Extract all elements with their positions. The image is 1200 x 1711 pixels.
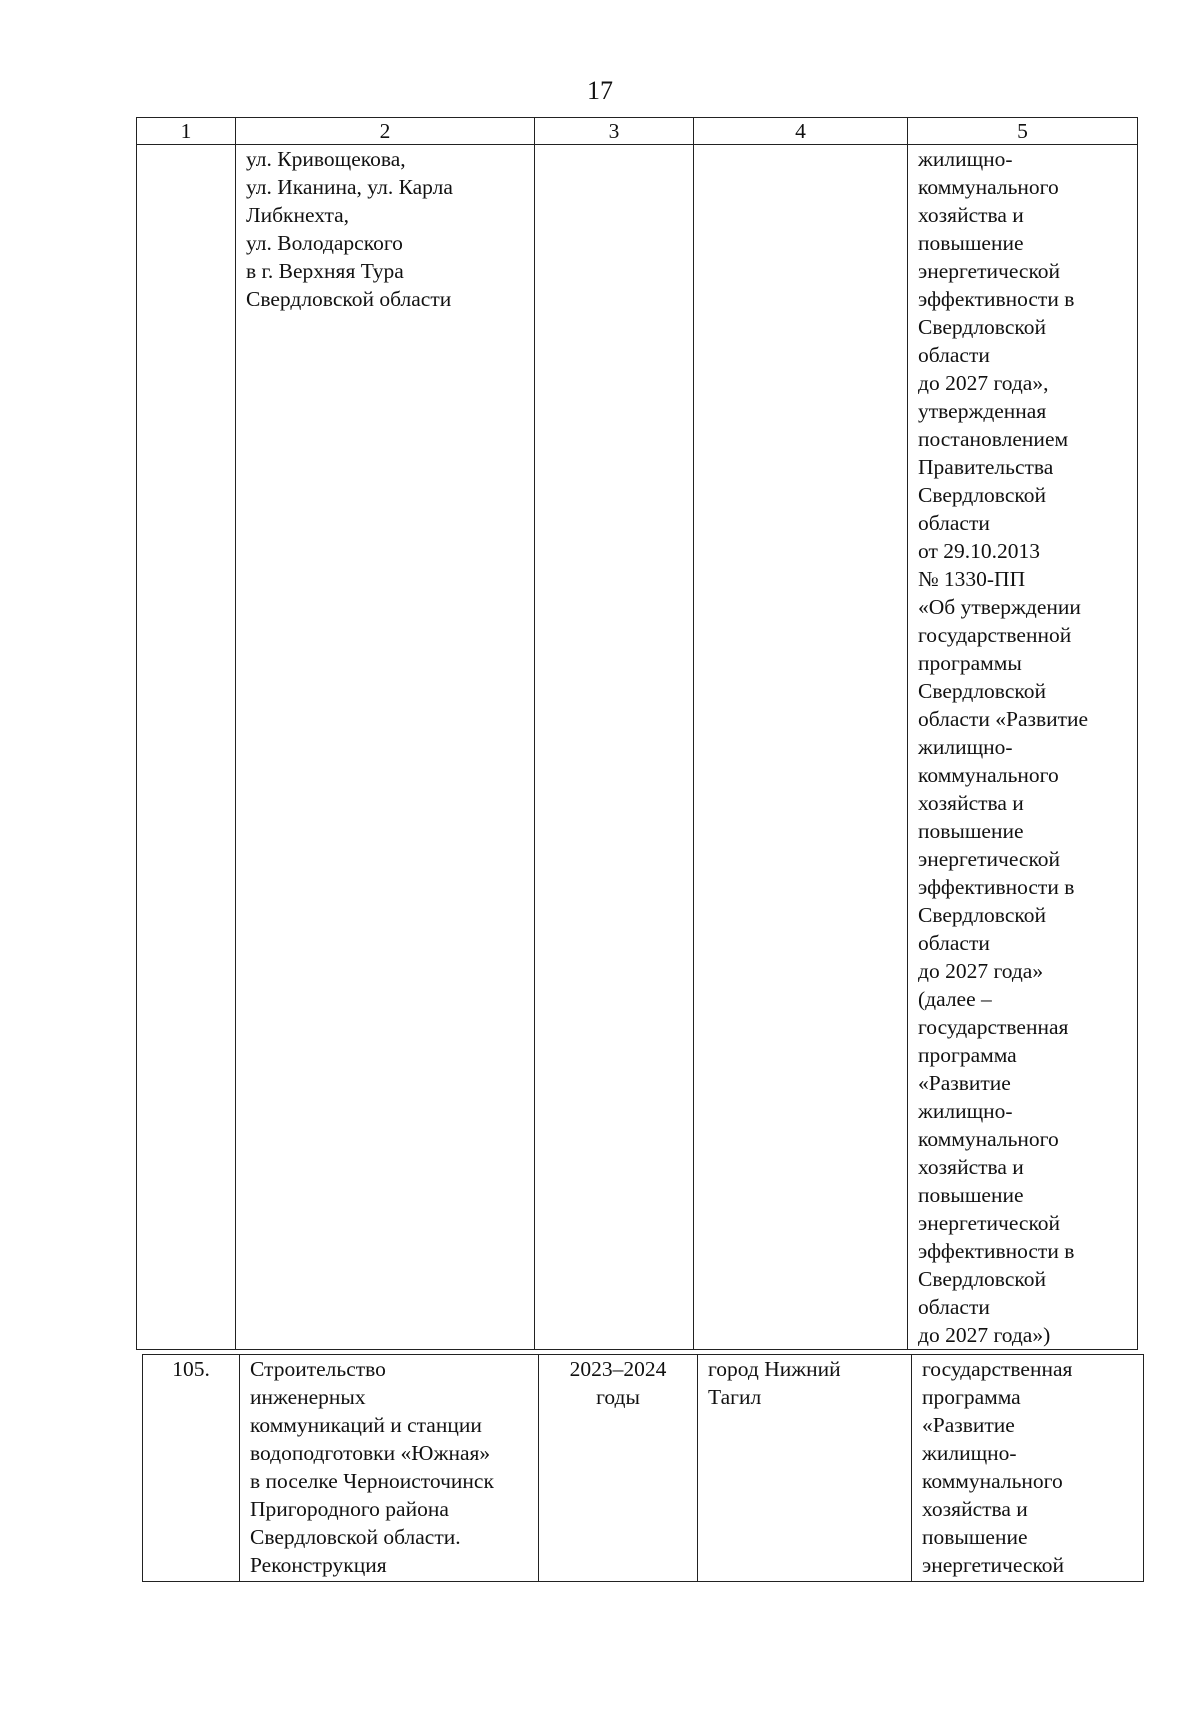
table-row-105 — [143, 1355, 1144, 1582]
text-line: Свердловской области — [246, 287, 452, 311]
text-line: до 2027 года» — [918, 959, 1044, 983]
projects-table — [136, 117, 1138, 1350]
text-line: Правительства — [918, 455, 1054, 479]
cell-program — [908, 145, 1138, 1350]
text-line: государственной — [918, 623, 1072, 647]
text-line: коммунального — [918, 763, 1059, 787]
text-line: ул. Иканина, ул. Карла — [246, 175, 453, 199]
text-line: хозяйства и — [922, 1497, 1028, 1521]
text-line: энергетической — [918, 259, 1061, 283]
text-line: годы — [596, 1385, 640, 1409]
text-line: жилищно- — [918, 1099, 1013, 1123]
column-header-3: 3 — [535, 118, 694, 145]
text-line: до 2027 года») — [918, 1323, 1051, 1347]
text-line: жилищно- — [918, 735, 1013, 759]
text-line: коммунального — [922, 1469, 1063, 1493]
projects-table-row-105 — [142, 1354, 1144, 1582]
text-line: хозяйства и — [918, 1155, 1024, 1179]
cell-municipality — [698, 1355, 912, 1582]
text-line: Свердловской — [918, 679, 1046, 703]
text-line: до 2027 года», — [918, 371, 1049, 395]
column-header-1: 1 — [137, 118, 236, 145]
text-line: Свердловской — [918, 903, 1046, 927]
text-line: Свердловской — [918, 1267, 1046, 1291]
text-line: области — [918, 511, 990, 535]
text-line: эффективности в — [918, 287, 1075, 311]
text-line: ул. Кривощекова, — [246, 147, 406, 171]
text-line: программы — [918, 651, 1022, 675]
text-line: повышение — [922, 1525, 1028, 1549]
text-line: области — [918, 1295, 990, 1319]
text-line: город Нижний — [708, 1357, 841, 1381]
text-line: хозяйства и — [918, 203, 1024, 227]
text-line: Строительство — [250, 1357, 386, 1381]
text-line: программа — [918, 1043, 1017, 1067]
text-line: в поселке Черноисточинск — [250, 1469, 494, 1493]
text-line: Тагил — [708, 1385, 762, 1409]
text-line: «Об утверждении — [918, 595, 1081, 619]
cell-number — [137, 145, 236, 1350]
text-line: жилищно- — [922, 1441, 1017, 1465]
column-header-2: 2 — [236, 118, 535, 145]
text-line: государственная — [922, 1357, 1073, 1381]
text-line: области «Развитие — [918, 707, 1089, 731]
text-line: Реконструкция — [250, 1553, 387, 1577]
text-line: водоподготовки «Южная» — [250, 1441, 491, 1465]
text-line: эффективности в — [918, 1239, 1075, 1263]
text-line: (далее – — [918, 987, 992, 1011]
cell-period — [535, 145, 694, 1350]
text-line: хозяйства и — [918, 791, 1024, 815]
text-line: Пригородного района — [250, 1497, 449, 1521]
text-line: «Развитие — [922, 1413, 1015, 1437]
text-line: коммуникаций и станции — [250, 1413, 482, 1437]
text-line: программа — [922, 1385, 1021, 1409]
text-line: энергетической — [922, 1553, 1065, 1577]
text-line: повышение — [918, 231, 1024, 255]
text-line: Свердловской области. — [250, 1525, 461, 1549]
text-line: 2023–2024 — [569, 1357, 667, 1381]
text-line: энергетической — [918, 1211, 1061, 1235]
text-line: государственная — [918, 1015, 1069, 1039]
text-line: Либкнехта, — [246, 203, 350, 227]
cell-object-name — [240, 1355, 539, 1582]
text-line: повышение — [918, 819, 1024, 843]
text-line: утвержденная — [918, 399, 1047, 423]
cell-object-address — [236, 145, 535, 1350]
column-header-4: 4 — [694, 118, 908, 145]
cell-program — [912, 1355, 1144, 1582]
text-line: коммунального — [918, 1127, 1059, 1151]
text-line: Свердловской — [918, 315, 1046, 339]
text-line: области — [918, 343, 990, 367]
text-line: «Развитие — [918, 1071, 1011, 1095]
cell-municipality — [694, 145, 908, 1350]
text-line: от 29.10.2013 — [918, 539, 1040, 563]
column-header-5: 5 — [908, 118, 1138, 145]
text-line: Свердловской — [918, 483, 1046, 507]
column-number-header-row — [137, 118, 1138, 145]
text-line: инженерных — [250, 1385, 366, 1409]
text-line: № 1330-ПП — [918, 567, 1026, 591]
text-line: энергетической — [918, 847, 1061, 871]
cell-period — [539, 1355, 698, 1582]
text-line: повышение — [918, 1183, 1024, 1207]
text-line: постановлением — [918, 427, 1069, 451]
text-line: ул. Володарского — [246, 231, 403, 255]
text-line: в г. Верхняя Тура — [246, 259, 404, 283]
text-line: области — [918, 931, 990, 955]
text-line: коммунального — [918, 175, 1059, 199]
cell-number: 105. — [143, 1355, 240, 1582]
page-number: 17 — [587, 76, 613, 105]
table-row-continued — [137, 145, 1138, 1350]
text-line: жилищно- — [918, 147, 1013, 171]
text-line: эффективности в — [918, 875, 1075, 899]
